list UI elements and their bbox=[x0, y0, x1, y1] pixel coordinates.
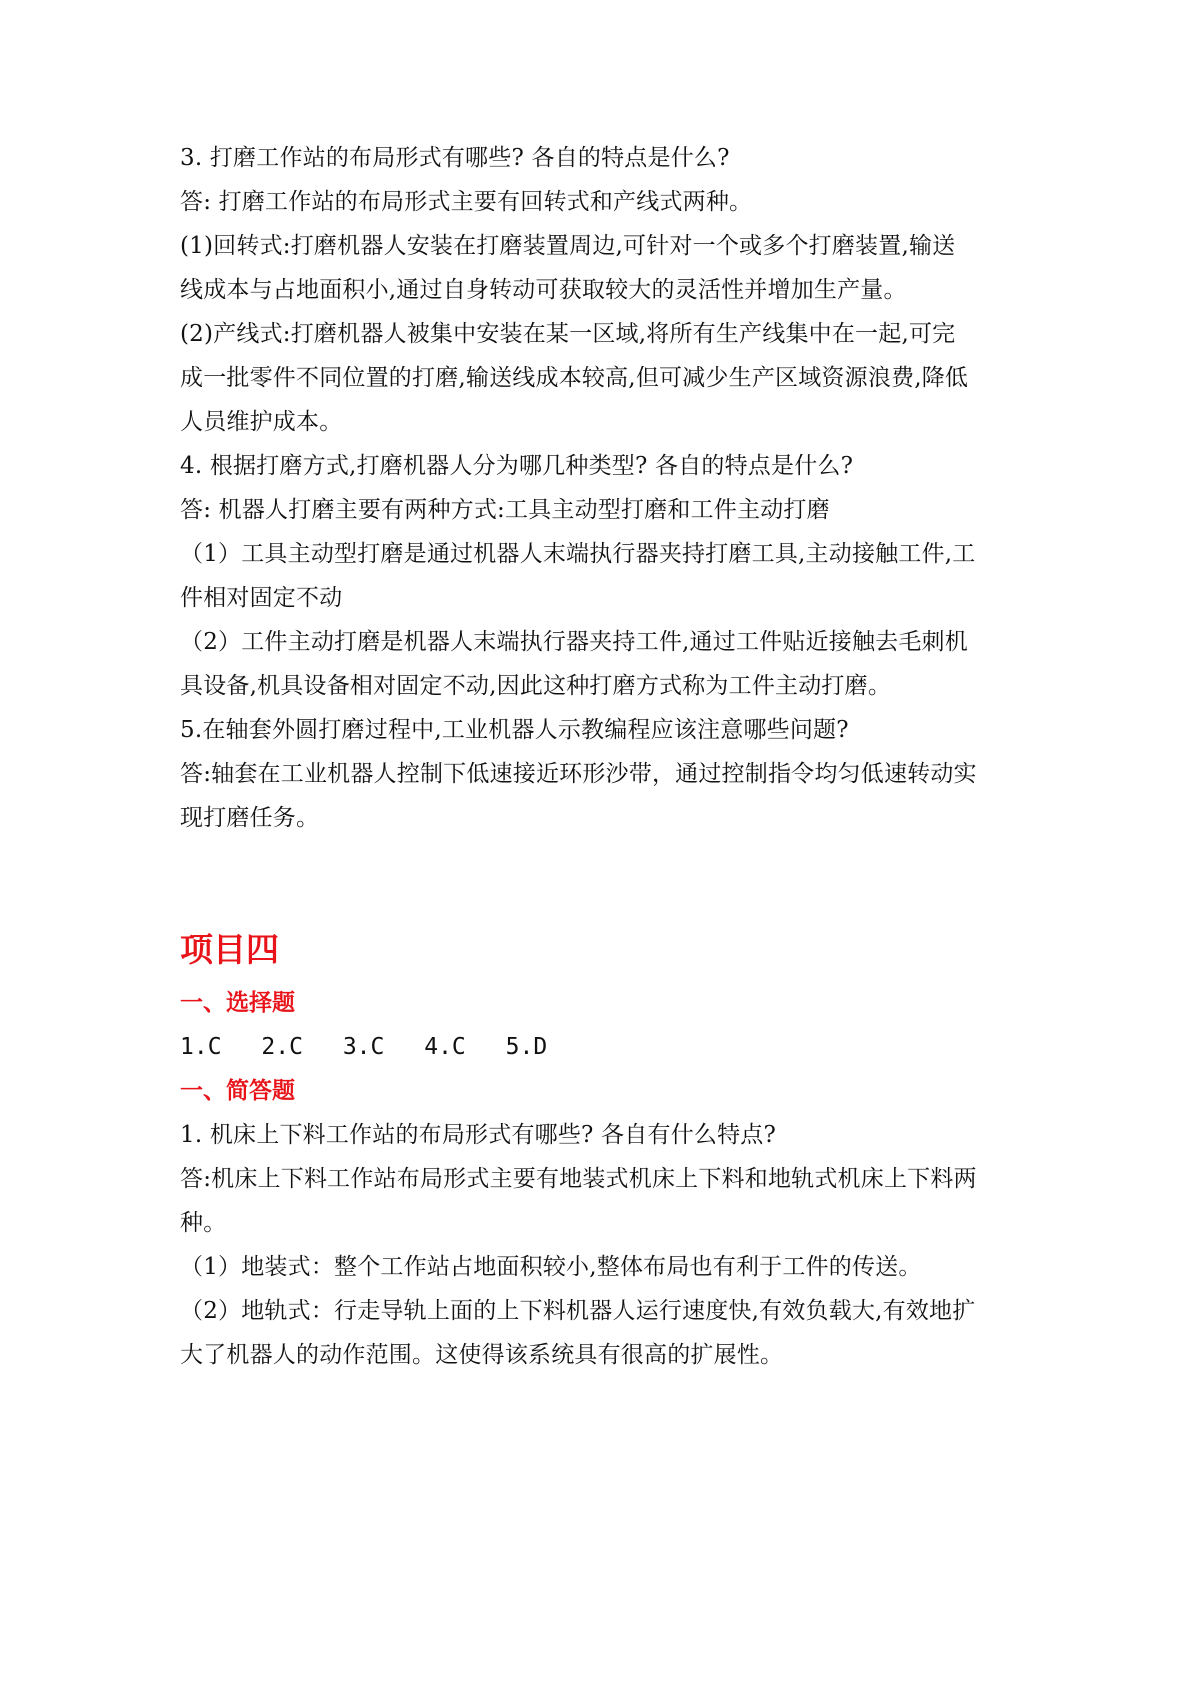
project4-answer-1-line2: 种。 bbox=[180, 1210, 227, 1236]
choice-answer-3: 3.C bbox=[342, 1034, 385, 1060]
question-3: 3. 打磨工作站的布局形式有哪些? 各自的特点是什么? bbox=[180, 145, 730, 171]
section-heading-choice: 一、选择题 bbox=[180, 990, 295, 1016]
answer-4-item1-line2: 件相对固定不动 bbox=[180, 585, 343, 611]
project4-answer-1-item2-line1: （2）地轨式：行走导轨上面的上下料机器人运行速度快,有效负载大,有效地扩 bbox=[180, 1298, 976, 1324]
answer-3-item1-line2: 线成本与占地面积小,通过自身转动可获取较大的灵活性并增加生产量。 bbox=[180, 277, 907, 303]
section-heading-short-answer: 一、简答题 bbox=[180, 1078, 295, 1104]
project4-answer-1-line1: 答:机床上下料工作站布局形式主要有地装式机床上下料和地轨式机床上下料两 bbox=[180, 1166, 977, 1192]
answer-4-item2-line1: （2）工件主动打磨是机器人末端执行器夹持工件,通过工件贴近接触去毛刺机 bbox=[180, 629, 968, 655]
answer-3-item2-line3: 人员维护成本。 bbox=[180, 409, 343, 435]
answer-3-item1-line1: (1)回转式:打磨机器人安装在打磨装置周边,可针对一个或多个打磨装置,输送 bbox=[180, 233, 956, 259]
choice-answers bbox=[180, 1032, 573, 1062]
choice-answer-5: 5.D bbox=[505, 1034, 548, 1060]
project-title: 项目四 bbox=[180, 930, 279, 969]
answer-3-item2-line2: 成一批零件不同位置的打磨,输送线成本较高,但可减少生产区域资源浪费,降低 bbox=[180, 365, 969, 391]
answer-4-item2-line2: 具设备,机具设备相对固定不动,因此这种打磨方式称为工件主动打磨。 bbox=[180, 673, 892, 699]
choice-answer-1: 1.C bbox=[180, 1034, 222, 1060]
question-5: 5.在轴套外圆打磨过程中,工业机器人示教编程应该注意哪些问题? bbox=[180, 717, 849, 743]
answer-5-line2: 现打磨任务。 bbox=[180, 805, 320, 831]
choice-answer-4: 4.C bbox=[424, 1034, 466, 1060]
choice-answer-2: 2.C bbox=[261, 1034, 303, 1060]
project4-question-1: 1. 机床上下料工作站的布局形式有哪些? 各自有什么特点? bbox=[180, 1122, 777, 1148]
answer-5-line1: 答:轴套在工业机器人控制下低速接近环形沙带，通过控制指令均匀低速转动实 bbox=[180, 761, 977, 787]
answer-4-intro: 答: 机器人打磨主要有两种方式:工具主动型打磨和工件主动打磨 bbox=[180, 497, 830, 523]
answer-3-intro: 答: 打磨工作站的布局形式主要有回转式和产线式两种。 bbox=[180, 189, 753, 215]
answer-4-item1-line1: （1）工具主动型打磨是通过机器人末端执行器夹持打磨工具,主动接触工件,工 bbox=[180, 541, 976, 567]
question-4: 4. 根据打磨方式,打磨机器人分为哪几种类型? 各自的特点是什么? bbox=[180, 453, 854, 479]
project4-answer-1-item2-line2: 大了机器人的动作范围。这使得该系统具有很高的扩展性。 bbox=[180, 1342, 784, 1368]
project4-answer-1-item1: （1）地装式：整个工作站占地面积较小,整体布局也有利于工件的传送。 bbox=[180, 1254, 922, 1280]
answer-3-item2-line1: (2)产线式:打磨机器人被集中安装在某一区域,将所有生产线集中在一起,可完 bbox=[180, 321, 956, 347]
